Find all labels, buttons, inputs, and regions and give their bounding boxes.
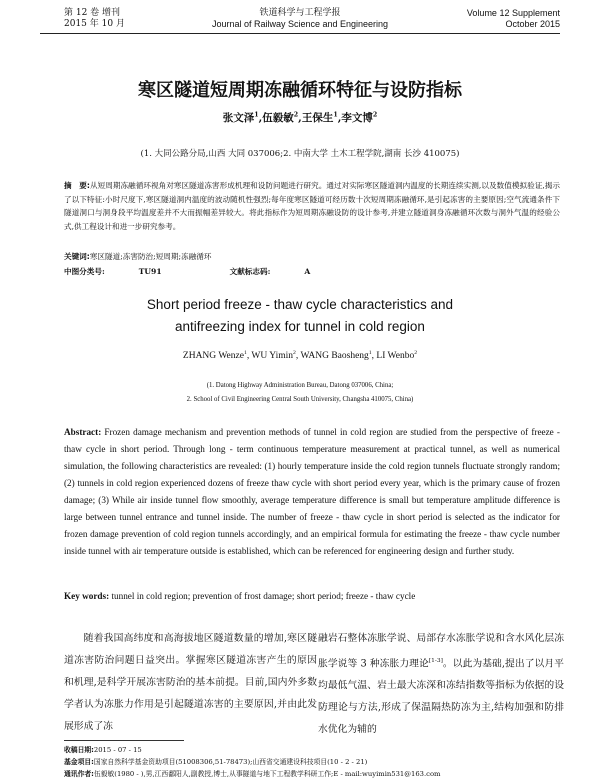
body-column-left: 随着我国高纬度和高海拔地区隧道数量的增加,寒区隧道冻害防治问题日益突出。掌握寒区隧道冻害产生的原因和机理,是科学开展冻害防治的基本前提。目前,国内外多数学者认为冻胀力作用是引起隧道冻害的主要原因,并由此发展形成了冻	[64, 633, 317, 732]
citation-ref[interactable]: [1-3]	[428, 658, 443, 664]
footnote-author: 通讯作者:伍毅敏(1980 - ),男,江西鄱阳人,副教授,博士,从事隧道与地下工程教学科研工作;E - mail:wuyimin531@163.com	[64, 770, 441, 778]
classification-cn: 中图分类号: TU91 文献标志码: A	[64, 267, 311, 276]
abstract-label-cn: 摘 要:	[64, 181, 90, 190]
header-issue-info: Volume 12 Supplement October 2015	[466, 8, 560, 29]
keywords-cn: 关键词:寒区隧道;冻害防治;短周期;冻融循环	[64, 252, 212, 261]
paper-title-cn: 寒区隧道短周期冻融循环特征与设防指标	[138, 80, 462, 101]
abstract-en: Abstract: Frozen damage mechanism and prevention methods of tunnel in cold region are studied from the perspective of freeze - thaw cycle in short period. Through long - term continuous temperature measurement at practical tunnel, as well as numerical simulation, the following characteristics are revealed: (1) hourly temperature inside the cold region tunnels fluctuate strongly random; (2) tunnels in cold region experienced dozens of freeze thaw cycle with short period every year, which is the primary cause of frozen damage; (3) While air inside tunnel flow smoothly, average temperature difference is small but temperature amplitude difference is large between tunnel entrance and tunnel inside. The number of freeze - thaw cycle in short period is selected as the indicator for frozen damage prevention of cold region tunnels accordingly, and an empirical formula for estimating the freeze - thaw cycle number inside tunnel with air temperature outside is established, which can be referenced for engineering design and further study.	[64, 427, 560, 556]
authors-cn: 张文泽$^1$,伍毅敏$^2$,王保生$^1$,李文博$^2$	[222, 111, 378, 124]
author-name: 李文博	[341, 112, 373, 124]
footnote-received: 收稿日期:2015 - 07 - 15	[64, 746, 142, 754]
author-name: 张文泽	[222, 112, 255, 124]
affiliation-cn: (1. 大同公路分局,山西 大同 037006;2. 中南大学 土木工程学院,湖南 长沙 410075)	[140, 149, 460, 159]
authors-en: ZHANG Wenze$^1$, WU Yimin$^2$, WANG Baosheng$^1$, LI Wenbo$^2$	[182, 350, 418, 362]
affiliation-en: (1. Datong Highway Administration Bureau, Datong 037006, China; 2. School of Civil Engineering Central South University, Changsha 410075, China)	[186, 382, 414, 403]
footnote-fund: 基金项目:国家自然科学基金资助项目(51008306,51-78473);山西省交通建设科技项目(10 - 2 - 21)	[64, 758, 368, 766]
abstract-label-en: Abstract:	[64, 427, 102, 437]
header-rule	[40, 33, 560, 34]
author-name: WU Yimin	[251, 351, 294, 362]
author-name: 王保生	[301, 112, 334, 124]
author-name: WANG Baosheng	[300, 351, 369, 362]
footnote-rule	[64, 740, 184, 741]
body-column-right: 融岩石整体冻胀学说、局部存水冻胀学说和含水风化层冻胀学说等 3 种冻胀力理论[1-3]。以此为基础,提出了以月平均最低气温、岩土最大冻深和冻结指数等指标为依据的设防理论与方法,形成了保温隔热防冻为主,结构加强和防排水优化为辅的	[318, 633, 564, 736]
header-journal-name: 铁道科学与工程学报 Journal of Railway Science and Engineering	[211, 8, 389, 29]
paper-title-en: Short period freeze - thaw cycle characteristics and antifreezing index for tunnel in cold region	[146, 297, 454, 334]
abstract-cn: 摘 要:从短周期冻融循环视角对寒区隧道冻害形成机理和设防问题进行研究。通过对实际寒区隧道洞内温度的长期连续实测,以及数值模拟验证,揭示了以下特征:小时尺度下,寒区隧道洞内温度的波动随机性强烈;每年度寒区隧道可经历数十次短周期冻融循环,是引起冻害的主要原因;空气流通条件下隧道洞口与洞身段平均温度差并不大而振幅差异较大。将此指标作为短周期冻融设防的设计参考,并建立隧道洞身冻融循环次数与洞外气温的经验公式,供工程设计和进一步研究参考。	[64, 181, 560, 231]
header-volume-info: 第 12 卷 增刊 2015 年 10 月	[64, 8, 125, 29]
author-name: LI Wenbo	[376, 351, 415, 362]
author-name: 伍毅敏	[262, 112, 294, 124]
keywords-en: Key words: tunnel in cold region; prevention of frost damage; short period; freeze - thaw cycle	[64, 591, 416, 601]
author-name: ZHANG Wenze	[182, 351, 244, 362]
